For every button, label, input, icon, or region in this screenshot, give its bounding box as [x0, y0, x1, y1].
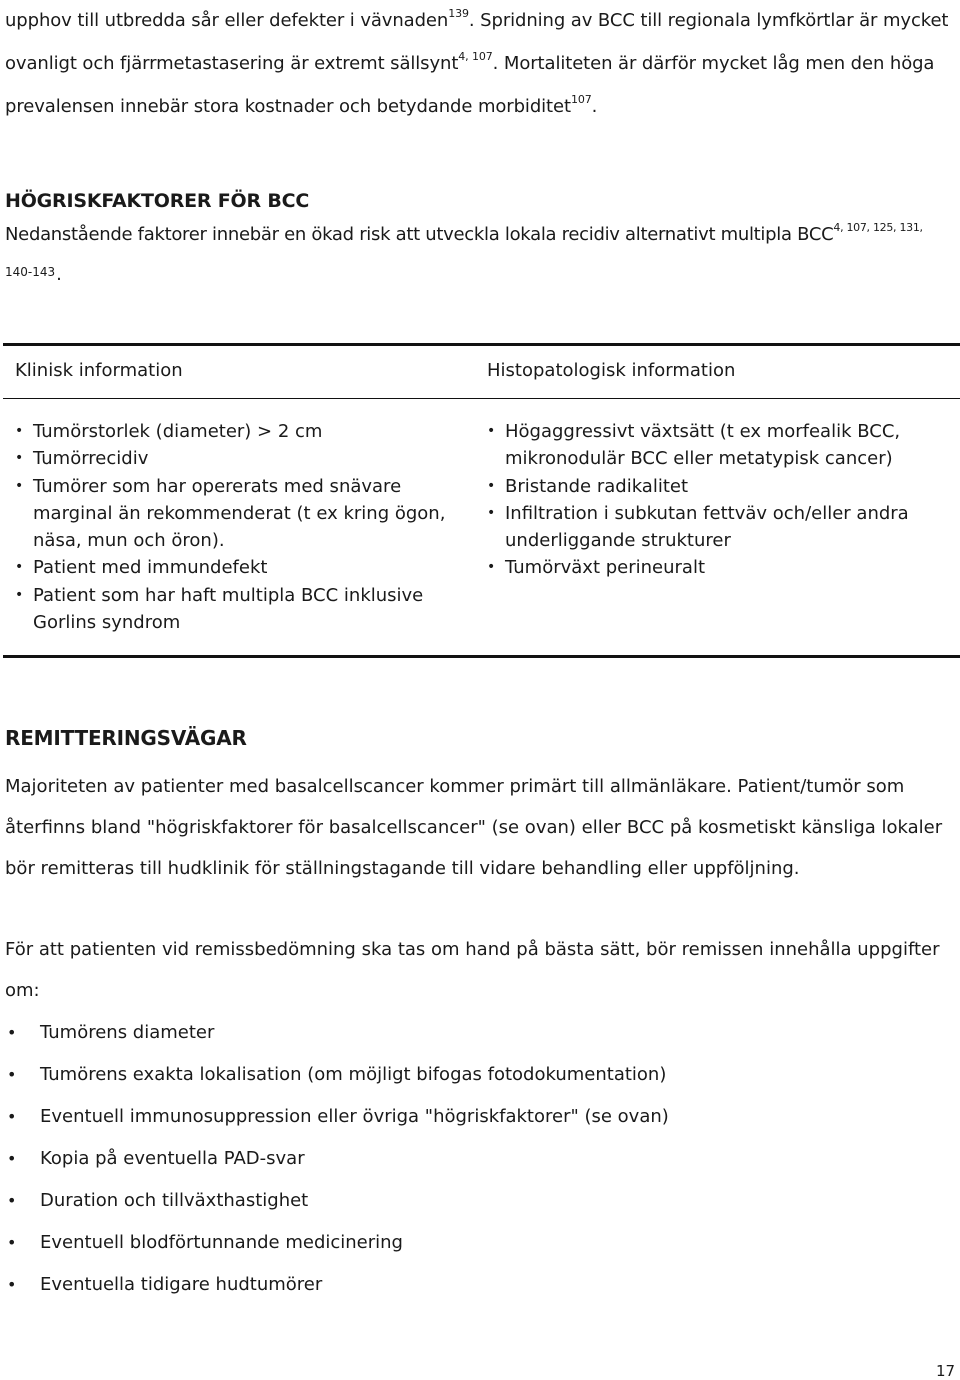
bullet-icon: •: [487, 504, 496, 521]
intro-line-2-tail: . Mortaliteten är därför mycket låg men den höga: [492, 53, 935, 74]
table-header-histopathological: Histopatologisk information: [487, 360, 736, 381]
bullet-icon: •: [487, 423, 496, 439]
bullet-icon: •: [487, 477, 496, 494]
bullet-icon: •: [15, 559, 24, 576]
referral-paragraph: [5, 766, 955, 889]
list-item-text: Duration och tillväxthastighet: [40, 1190, 309, 1211]
intro-line-1-tail: . Spridning av BCC till regionala lymfkörtlar är mycket: [468, 10, 949, 31]
list-item: [487, 500, 917, 555]
list-item-text: Tumörens diameter: [40, 1022, 215, 1043]
list-item: [15, 582, 455, 637]
citation-superscript: 4, 107: [458, 50, 493, 63]
list-item: [5, 1138, 669, 1180]
risk-factors-sentence: Nedanstående faktorer innebär en ökad risk att utveckla lokala recidiv alternativt multipla BCC: [5, 224, 834, 245]
referral-content-paragraph: [5, 929, 955, 1011]
intro-line-2: [5, 43, 955, 86]
list-item-text: Högaggressivt växtsätt (t ex morfealik BCC, mikronodulär BCC eller metatypisk cancer): [505, 421, 901, 470]
referral-heading: REMITTERINGSVÄGAR: [5, 726, 247, 750]
paragraph-line: bör remitteras till hudklinik för ställningstagande till vidare behandling eller uppföljning.: [5, 858, 800, 879]
intro-line-3-text: prevalensen innebär stora kostnader och betydande morbiditet: [5, 96, 571, 117]
list-item-text: Kopia på eventuella PAD-svar: [40, 1148, 305, 1169]
list-item-text: Patient som har haft multipla BCC inklusive Gorlins syndrom: [33, 584, 424, 634]
list-item: [15, 554, 455, 581]
bullet-icon: •: [7, 1191, 17, 1210]
risk-factors-heading: HÖGRISKFAKTORER FÖR BCC: [5, 190, 310, 212]
list-item: [5, 1012, 669, 1054]
list-item: [487, 418, 917, 473]
bullet-icon: •: [7, 1233, 17, 1252]
citation-superscript: 139: [448, 7, 469, 20]
bullet-icon: •: [487, 559, 496, 576]
list-item: [487, 473, 917, 500]
list-item-text: Tumörväxt perineuralt: [505, 557, 706, 579]
bullet-icon: •: [15, 586, 24, 603]
list-item-text: Tumörrecidiv: [33, 448, 149, 470]
histopathological-factors-list: [487, 418, 917, 582]
risk-factors-refs-continued: [5, 260, 62, 285]
bullet-icon: •: [7, 1065, 17, 1084]
paragraph-line: För att patienten vid remissbedömning ska tas om hand på bästa sätt, bör remissen innehålla uppgifter: [5, 939, 940, 960]
list-item: [5, 1054, 669, 1096]
paragraph-line: återfinns bland "högriskfaktorer för basalcellscancer" (se ovan) eller BCC på kosmetiskt känsliga lokaler: [5, 817, 943, 838]
paragraph-line: Majoriteten av patienter med basalcellscancer kommer primärt till allmänläkare. Patient/tumör som: [5, 776, 905, 797]
intro-line-1: [5, 0, 955, 43]
sentence-end: .: [56, 264, 62, 285]
clinical-factors-list: [15, 418, 455, 636]
list-item-text: Eventuella tidigare hudtumörer: [40, 1274, 323, 1295]
citation-superscript-continued: 140-143: [5, 265, 56, 279]
table-top-rule: [3, 343, 960, 346]
list-item-text: Bristande radikalitet: [505, 475, 689, 497]
list-item: [5, 1264, 669, 1306]
list-item: [15, 473, 455, 555]
intro-line-2-text: ovanligt och fjärrmetastasering är extremt sällsynt: [5, 53, 459, 74]
bullet-icon: •: [7, 1023, 17, 1042]
list-item-text: Eventuell blodförtunnande medicinering: [40, 1232, 403, 1253]
bullet-icon: •: [7, 1149, 17, 1168]
referral-requirements-list: [5, 1012, 669, 1306]
list-item: [5, 1096, 669, 1138]
list-item: [487, 554, 917, 581]
bullet-icon: •: [7, 1275, 17, 1294]
intro-line-3-tail: .: [591, 96, 598, 117]
table-header-clinical: Klinisk information: [15, 360, 183, 381]
list-item: [5, 1222, 669, 1264]
list-item-text: Eventuell immunosuppression eller övriga "högriskfaktorer" (se ovan): [40, 1106, 669, 1127]
bullet-icon: •: [15, 450, 24, 467]
page-number: 17: [936, 1362, 956, 1380]
table-header-rule: [3, 398, 960, 399]
citation-superscript: 107: [570, 93, 592, 106]
list-item: [15, 418, 455, 445]
list-item-text: Tumörens exakta lokalisation (om möjligt bifogas fotodokumentation): [40, 1064, 667, 1085]
list-item: [5, 1180, 669, 1222]
list-item-text: Tumörer som har opererats med snävare marginal än rekommenderat (t ex kring ögon, näsa, mun och öron).: [33, 475, 446, 552]
table-bottom-rule: [3, 655, 960, 658]
list-item: [15, 445, 455, 472]
intro-line-3: [5, 86, 955, 129]
paragraph-line: om:: [5, 980, 40, 1001]
bullet-icon: •: [15, 477, 24, 494]
bullet-icon: •: [15, 423, 24, 439]
bullet-icon: •: [7, 1107, 17, 1126]
list-item-text: Infiltration i subkutan fettväv och/eller andra underliggande strukturer: [505, 502, 909, 552]
citation-superscript: 4, 107, 125, 131,: [833, 221, 923, 234]
intro-line-1-text: upphov till utbredda sår eller defekter i vävnaden: [5, 10, 449, 31]
intro-paragraph: [5, 0, 955, 129]
risk-factors-text: [5, 221, 923, 245]
list-item-text: Tumörstorlek (diameter) > 2 cm: [33, 421, 323, 442]
list-item-text: Patient med immundefekt: [33, 557, 268, 579]
